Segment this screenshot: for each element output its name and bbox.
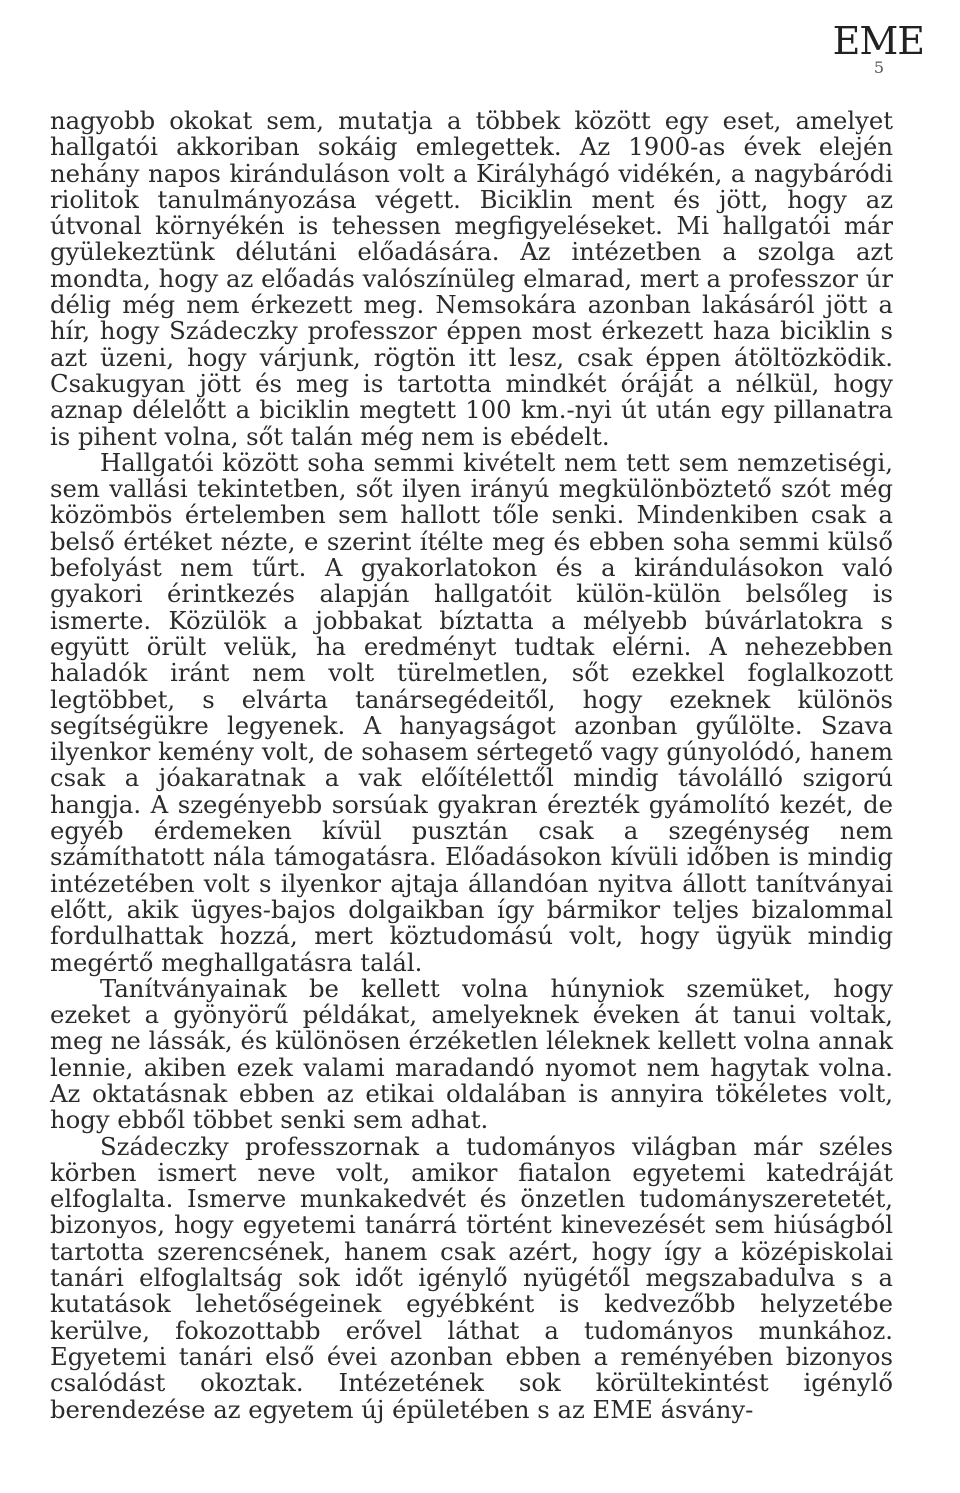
paragraph-3: Tanítványainak be kellett volna húnyniok szemüket, hogy ezeket a gyönyörű példákat, amelyeknek éveken át tanui voltak, meg ne lássák, és különösen érzéketlen léleknek kellett volna annak lennie, akiben ezek valami maradandó nyomot nem hagytak volna. Az oktatásnak ebben az etikai oldalában is annyira tökéletes volt, hogy ebből többet senki sem adhat. bbox=[50, 973, 893, 1135]
body-text bbox=[50, 108, 893, 1423]
logo-text: EME bbox=[832, 19, 924, 63]
paragraph-2: Hallgatói között soha semmi kivételt nem tett sem nemzetiségi, sem vallási tekintetben, sőt ilyen irányú megkülönböztető szót még közömbös értelemben sem hallott tőle senki. Mindenkiben csak a belső értéket nézte, e szerint ítélte meg és ebben soha semmi külső befolyást nem tűrt. A gyakorlatokon és a kirándulásokon való gyakori érintkezés alapján hallgatóit külön-külön belsőleg is ismerte. Közülök a jobbakat bíztatta a mélyebb búvárlatokra s együtt örült velük, ha eredményt tudtak elérni. A nehezebben haladók iránt nem volt türelmetlen, sőt ezekkel foglalkozott legtöbbet, s elvárta tanársegédeitől, hogy ezeknek különös segítségükre legyenek. A hanyagságot azonban gyűlölte. Szava ilyenkor kemény volt, de sohasem sértegető vagy gúnyolódó, hanem csak a jóakaratnak a vak előítélettől mindig távolálló szigorú hangja. A szegényebb sorsúak gyakran érezték gyámolító kezét, de egyéb érdemeken kívül pusztán csak a szegénység nem számíthatott nála támogatásra. Előadásokon kívüli időben is mindig intézetében volt s ilyenkor ajtaja állandóan nyitva állott tanítványai előtt, akik ügyes-bajos dolgaikban így bármikor teljes bizalommal fordulhattak hozzá, mert köztudomású volt, hogy ügyük mindig megértő meghallgatásra talál. bbox=[50, 447, 893, 977]
page-number: 5 bbox=[873, 58, 884, 77]
paragraph-4: Szádeczky professzornak a tudományos világban már széles körben ismert neve volt, amikor fiatalon egyetemi katedráját elfoglalta. Ismerve munkakedvét és önzetlen tudományszeretetét, bizonyos, hogy egyetemi tanárrá történt kinevezését sem hiúságból tartotta szerencsének, hanem csak azért, hogy így a középiskolai tanári elfoglaltság sok időt igénylő nyügétől megszabadulva s a kutatások lehetőségeinek egyébként is kedvezőbb helyzetébe kerülve, fokozottabb erővel láthat a tudományos munkához. Egyetemi tanári első évei azonban ebben a reményében bizonyos csalódást okoztak. Intézetének sok körültekintést igénylő berendezése az egyetem új épületében s az EME ásvány- bbox=[50, 1131, 893, 1424]
paragraph-1: nagyobb okokat sem, mutatja a többek között egy eset, amelyet hallgatói akkoriban sokáig emlegettek. Az 1900-as évek elején nehány napos kiránduláson volt a Királyhágó vidékén, a nagybáródi riolitok tanulmányozása végett. Biciklin ment és jött, hogy az útvonal környékén is tehessen megfigyeléseket. Mi hallgatói már gyülekeztünk délutáni előadására. Az intézetben a szolga azt mondta, hogy az előadás valószínüleg elmarad, mert a professzor úr délig még nem érkezett meg. Nemsokára azonban lakásáról jött a hír, hogy Szádeczky professzor éppen most érkezett haza biciklin s azt üzeni, hogy várjunk, rögtön itt lesz, csak éppen átöltözködik. Csakugyan jött és meg is tartotta mindkét óráját a nélkül, hogy aznap délelőtt a biciklin megtett 100 km.-nyi út után egy pillanatra is pihent volna, sőt talán még nem is ebédelt. bbox=[50, 106, 893, 451]
eme-logo bbox=[832, 19, 924, 63]
